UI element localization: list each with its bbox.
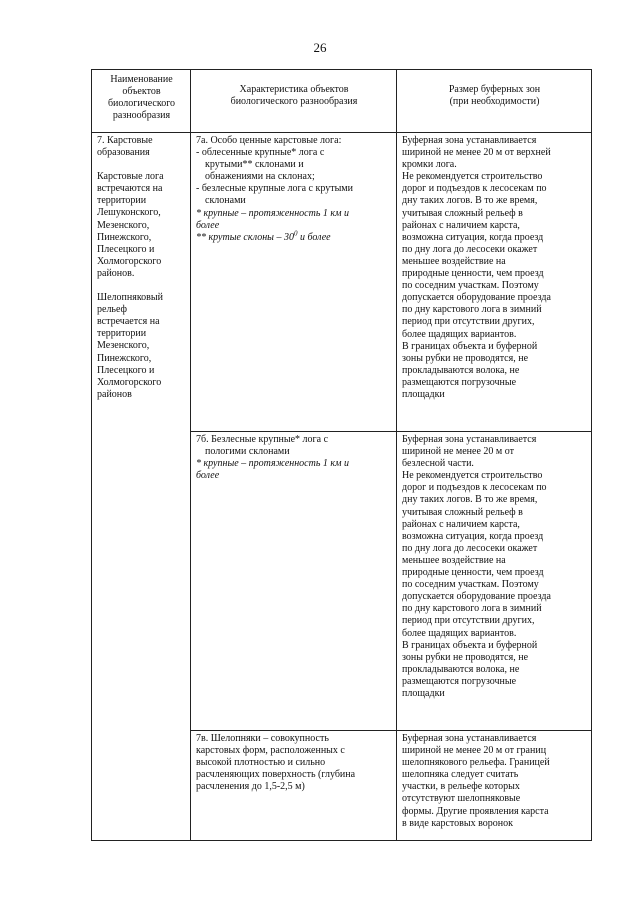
biodiversity-table <box>91 69 592 841</box>
buffer-7a: Буферная зона устанавливается шириной не менее 20 м от верхней кромки лога. Не рекомендуется строительство дорог и подъездов к лесосекам по дну таких логов. В то же время, учитывая сложный рельеф в районах с наличием карста, возможна ситуация, когда проезд по дну лога до лесосеки окажет меньшее воздействие на природные ценности, чем проезд по соседним участкам. Поэтому допускается оборудование проезда по дну карстового лога в зимний период при отсутствии других, более щадящих вариантов. В границах объекта и буферной зоны рубки не проводятся, не прокладываются волока, не размещаются погрузочные площадки <box>397 133 592 432</box>
buffer-7b: Буферная зона устанавливается шириной не менее 20 м от безлесной части. Не рекомендуется строительство дорог и подъездов к лесосекам по дну таких логов. В то же время, учитывая сложный рельеф в районах с наличием карста, возможна ситуация, когда проезд по дну лога до лесосеки окажет меньшее воздействие на природные ценности, чем проезд по соседним участкам. Поэтому допускается оборудование проезда по дну карстового лога в зимний период при отсутствии других, более щадящих вариантов. В границах объекта и буферной зоны рубки не проводятся, не прокладываются волока, не размещаются погрузочные площадки <box>397 432 592 731</box>
header-characteristics: Характеристика объектов биологического разнообразия <box>191 70 397 133</box>
characteristics-7v: 7в. Шелопняки – совокупность карстовых форм, расположенных с высокой плотностью и сильно расчленяющих поверхность (глубина расчленения до 1,5-2,5 м) <box>191 731 397 841</box>
characteristics-7b: 7б. Безлесные крупные* лога с пологими склонами * крупные – протяженность 1 км и более <box>191 432 397 731</box>
header-buffer-size: Размер буферных зон (при необходимости) <box>397 70 592 133</box>
table-header-row <box>92 70 592 133</box>
buffer-7v: Буферная зона устанавливается шириной не менее 20 м от границ шелопнякового рельефа. Границей шелопняка следует считать участки, в рельефе которых отсутствуют шелопняковые формы. Другие проявления карста в виде карстовых воронок <box>397 731 592 841</box>
table-row-7a <box>92 133 592 432</box>
object-karst-formations: 7. Карстовые образования Карстовые лога встречаются на территории Лешуконского, Мезенского, Пинежского, Плесецкого и Холмогорского районов. Шелопняковый рельеф встречается на территории Мезенского, Пинежского, Плесецкого и Холмогорского районов <box>92 133 191 841</box>
page-number: 26 <box>313 40 327 55</box>
characteristics-7a: 7а. Особо ценные карстовые лога: - облесенные крупные* лога с крутыми** склонами и обнажениями на склонах; - безлесные крупные лога с крутыми склонами * крупные – протяженность 1 км и более ** крутые склоны – $30^0$ и более <box>191 133 397 432</box>
header-object-name: Наименование объектов биологического разнообразия <box>92 70 191 133</box>
footnote-steep-slopes: ** крутые склоны – $30^0$ и более <box>196 229 331 243</box>
